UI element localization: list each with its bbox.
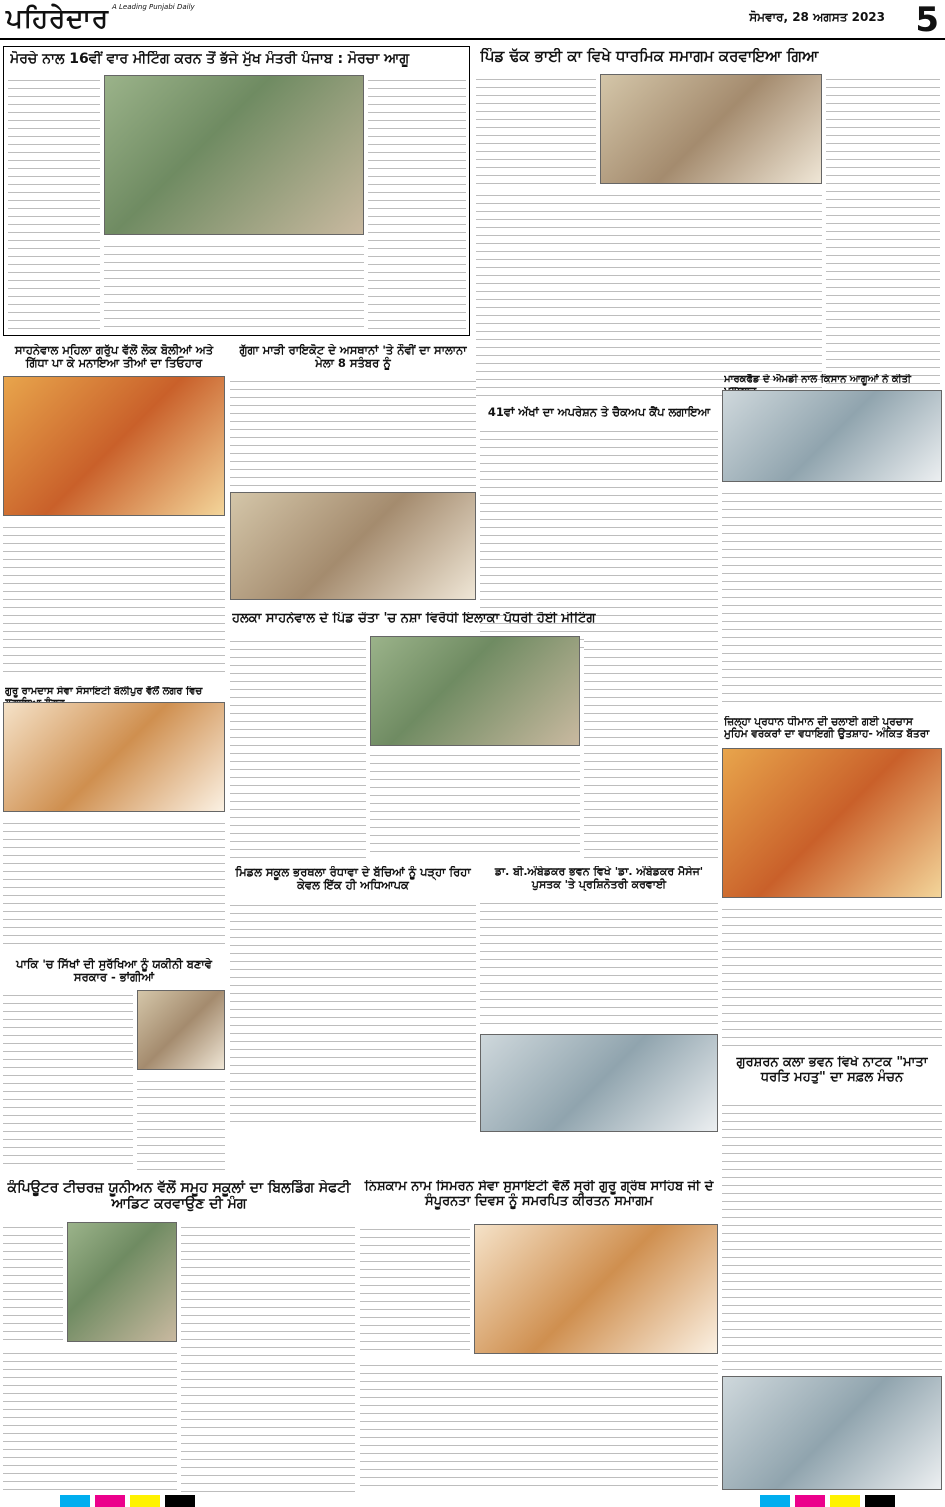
story-text (722, 488, 942, 708)
headline: ਗੁਰੂ ਰਾਮਦਾਸ ਸੇਵਾ ਸੋਸਾਇਟੀ ਬੋਲੀਪੁਰ ਵੱਲੋਂ ਲਗਰ ਵਿਚ (5, 686, 203, 697)
headline: ਕੰਪਿਊਟਰ ਟੀਚਰਜ਼ ਯੂਨੀਅਨ ਵੱਲੋਂ ਸਮੂਹ ਸਕੂਲਾਂ ਦਾ ਬਿਲਡਿੰਗ ਸੇਫਟੀ ਆਡਿਟ ਕਰਵਾਉਣ ਦੀ ਮੰਗ (7, 1180, 351, 1213)
story-text (360, 1224, 470, 1354)
story-text (104, 241, 364, 333)
tagline: A Leading Punjabi Daily (112, 3, 195, 11)
headline: ਸਾਹਨੇਵਾਲ ਮਹਿਲਾ ਗਰੁੱਪ ਵੱਲੋਂ ਲੋਕ ਬੋਲੀਆਂ ਅਤੇ ਗਿੱਧਾ ਪਾ ਕੇ ਮਨਾਇਆ ਤੀਆਂ ਦਾ ਤਿਓਹਾਰ (14, 344, 214, 371)
story-text (360, 1360, 718, 1492)
union-photo (67, 1222, 177, 1342)
kirtan-photo (474, 1224, 718, 1354)
langar-photo (3, 702, 225, 812)
story-text (368, 75, 466, 333)
masthead (0, 0, 945, 40)
story-ambedkar-quiz (480, 864, 718, 1134)
registration-mark-cyan (60, 1495, 90, 1507)
registration-mark-yellow (830, 1495, 860, 1507)
headline: ਮਾਰਕਫੈੱਡ ਦੇ ਐਮਡੀ ਨਾਲ ਕਿਸਾਨ ਆਗੂਆਂ ਨੇ ਕੀਤੀ (724, 374, 912, 385)
registration-mark-black (865, 1495, 895, 1507)
story-text (826, 74, 940, 399)
headline: ਮੋਰਚੇ ਨਾਲ 16ਵੀਂ ਵਾਰ ਮੀਟਿੰਗ ਕਰਨ ਤੋਂ ਭੱਜੇ ਮੁੱਖ ਮੰਤਰੀ ਪੰਜਾਬ : ਮੋਰਚਾ ਆਗੂ (10, 51, 410, 67)
story-gursharan-kala-bhawan (722, 1054, 942, 1492)
headline: ਡਾ. ਬੀ.ਅੰਬੇਡਕਰ ਭਵਨ ਵਿਖੇ 'ਡਾ. ਅੰਬੇਡਕਰ ਮੈਸੇਜ' ਪੁਸਤਕ 'ਤੇ ਪ੍ਰਸ਼ਿਨੋਤਰੀ ਕਰਵਾਈ (494, 866, 704, 891)
story-guru-ramdas-langar (3, 684, 225, 950)
story-text (476, 190, 822, 399)
headline: ਮਿਡਲ ਸਕੂਲ ਭਰਥਲਾ ਰੰਧਾਵਾ ਦੇ ਬੱਚਿਆਂ ਨੂੰ ਪੜ੍ਹਾ ਰਿਹਾ ਕੇਵਲ ਇੱਕ ਹੀ ਅਧਿਆਪਕ (235, 866, 471, 893)
story-text (8, 75, 100, 333)
headline: ਗੁਰਸ਼ਰਨ ਕਲਾ ਭਵਨ ਵਿਖੇ ਨਾਟਕ "ਮਾਤਾ ਧਰਤਿ ਮਹਤੁ" ਦਾ ਸਫ਼ਲ ਮੰਚਨ (736, 1056, 928, 1085)
story-text (3, 990, 133, 1170)
quiz-photo (480, 1034, 718, 1132)
headline: ਪਾਕਿ 'ਚ ਸਿੱਖਾਂ ਦੀ ਸੁਰੱਖਿਆ ਨੂੰ ਯਕੀਨੀ ਬਣਾਵੇ ਸਰਕਾਰ - ਭਾਂਗੀਆਂ (16, 958, 212, 985)
headline: ਹਲਕਾ ਸਾਹਨੇਵਾਲ ਦੇ ਪਿੰਡ ਚੌਤਾ 'ਚ ਨਸ਼ਾ ਵਿਰੋਧੀ ਇਲਾਕਾ ਪੱਧਰੀ ਹੋਈ ਮੀਟਿੰਗ (232, 612, 596, 626)
story-chauta-anti-drug (230, 610, 718, 860)
story-text (3, 1222, 63, 1342)
group-photo (104, 75, 364, 235)
workers-photo (722, 748, 942, 898)
story-text (480, 898, 718, 1028)
headline: ਨਿਸ਼ਕਾਮ ਨਾਮ ਸਿਮਰਨ ਸੇਵਾ ਸੁਸਾਇਟੀ ਵੱਲੋਂ ਸ੍ਰੀ ਗੁਰੂ ਗ੍ਰੰਥ ਸਾਹਿਬ ਜੀ ਦੇ ਸੰਪੂਰਨਤਾ ਦਿਵਸ ਨੂੰ ਸਮਰਪਿਤ ਕੀਰਤਨ ਸਮਾਗਮ (364, 1180, 714, 1209)
story-district-president (722, 714, 942, 1048)
page-number: 5 (915, 0, 939, 40)
headline: ਪਿੰਡ ਢੱਕ ਭਾਈ ਕਾ ਵਿਖੇ ਧਾਰਮਿਕ ਸਮਾਗਮ ਕਰਵਾਇਆ ਗਿਆ (480, 48, 819, 65)
story-text (722, 904, 942, 1046)
story-text (3, 522, 225, 676)
story-morcha-meeting (3, 46, 470, 336)
story-sahnewal-teeyan (3, 342, 225, 678)
registration-mark-yellow (130, 1495, 160, 1507)
story-text (230, 636, 366, 858)
play-photo (722, 1376, 942, 1490)
meeting-photo (370, 636, 580, 746)
story-text (722, 1100, 942, 1370)
story-text (370, 750, 580, 858)
story-text (3, 1348, 177, 1492)
story-text (230, 376, 476, 486)
newspaper-logo: ਪਹਿਰੇਦਾਰ (6, 4, 109, 34)
story-computer-teachers (3, 1178, 355, 1494)
story-text (584, 636, 718, 858)
headline: ਗੁੱਗਾ ਮਾੜੀ ਰਾਇਕੋਟ ਦੇ ਅਸਥਾਨਾਂ 'ਤੇ ਨੌਵੀਂ ਦਾ ਸਾਲਾਨਾ ਮੇਲਾ 8 ਸਤੰਬਰ ਨੂੰ (239, 344, 467, 371)
registration-mark-cyan (760, 1495, 790, 1507)
story-nishkam-kirtan (360, 1178, 718, 1494)
story-text (476, 74, 596, 184)
issue-date: ਸੋਮਵਾਰ, 28 ਅਗਸਤ 2023 (749, 10, 885, 24)
story-pak-sikhs-safety (3, 956, 225, 1172)
story-text (181, 1222, 355, 1492)
story-text (137, 1076, 225, 1170)
registration-mark-magenta (95, 1495, 125, 1507)
registration-mark-magenta (795, 1495, 825, 1507)
story-markfed-md (722, 372, 942, 710)
headline: 41ਵਾਂ ਅੱਖਾਂ ਦਾ ਅਪਰੇਸ਼ਨ ਤੇ ਚੈਕਅਪ ਕੈਂਪ ਲਗਾਇਆ (487, 406, 711, 419)
ceremony-photo (600, 74, 822, 184)
story-dhakk-bhai-ka (476, 46, 942, 401)
registration-mark-black (165, 1495, 195, 1507)
story-text (230, 900, 476, 1126)
mela-photo (230, 492, 476, 600)
women-group-photo (3, 376, 225, 516)
portrait-photo (137, 990, 225, 1070)
story-text (3, 818, 225, 948)
story-middle-school-teacher (230, 864, 476, 1128)
story-gugga-mari-mela (230, 342, 476, 604)
meeting-photo (722, 390, 942, 482)
headline: ਜ਼ਿਲ੍ਹਾ ਪ੍ਰਧਾਨ ਧੀਮਾਨ ਦੀ ਚਲਾਈ ਗਈ ਪ੍ਰਚਾਸ ਮੁਹਿਮ ਵਰਕਰਾਂ ਦਾ ਵਧਾਇਗੀ ਉਤਸ਼ਾਹ- ਅੰਕਿਤ ਬੱਤਰਾ (724, 716, 930, 741)
